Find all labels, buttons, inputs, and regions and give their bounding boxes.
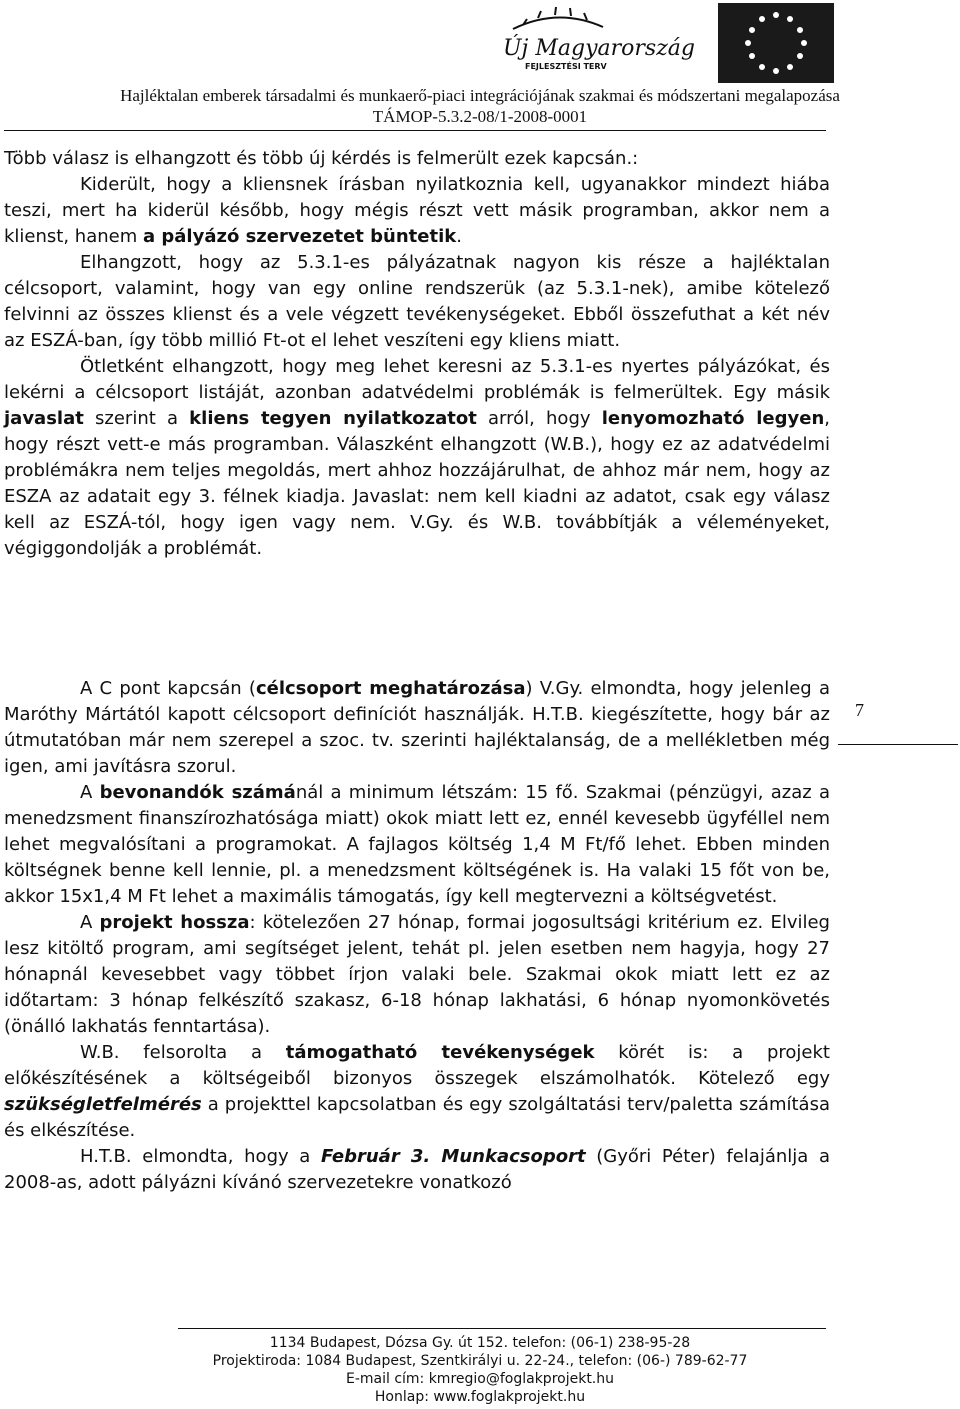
paragraph-suggestion	[4, 354, 830, 562]
bold-text: bevonandók számá	[99, 782, 296, 803]
text: szerint a	[83, 408, 190, 429]
text: A	[80, 912, 100, 933]
text: .	[456, 226, 462, 247]
text: A	[80, 782, 100, 803]
bold-text: célcsoport meghatározása	[255, 678, 526, 699]
text: : kötelezően 27 hónap, formai jogosultsági kritérium ez. Elvileg lesz kitöltő program, ami segítséget jelent, tehát pl. jelen esetben nem hagyja, hogy 27 hónapnál kevesebbet vagy többet írjon valaki bele. Szakmai okok miatt lett ez az időtartam: 3 hónap felkészítő szakasz, 6-18 hónap lakhatási, 6 hónap nyomonkövetés (önálló lakhatás fenntartása).	[4, 912, 830, 1037]
paragraph-supported-activities	[4, 1040, 830, 1144]
text: nál a minimum létszám: 15 fő. Szakmai (pénzügyi, azaz a menedzsment finanszírozhatósága miatt) okok miatt lett ez, ennél kevesebb ügyféllel nem lehet megvalósítani a programokat. A fajlagos költség 1,4 M Ft/fő lehet. Ebben minden költségnek benne kell lennie, pl. a menedzsment költségének is. Ha valaki 15 főt von be, akkor 15x1,4 M Ft lehet a maximális támogatás, így kell megtervezni a költségvetést.	[4, 782, 830, 907]
text: arról, hogy	[476, 408, 602, 429]
page-number: 7	[855, 700, 864, 720]
paragraph-participant-count	[4, 780, 830, 910]
bold-text: kliens tegyen nyilatkozatot	[189, 408, 477, 429]
text: H.T.B. elmondta, hogy a	[80, 1146, 321, 1167]
project-code: TÁMOP-5.3.2-08/1-2008-0001	[372, 107, 588, 126]
eu-flag-icon	[718, 3, 834, 83]
document-header-title: Hajléktalan emberek társadalmi és munkaerő-piaci integrációjának szakmai és módszertani megalapozása	[120, 86, 840, 105]
bold-italic-text: szükségletfelmérés	[4, 1094, 202, 1115]
text: W.B. felsorolta a	[80, 1042, 286, 1063]
text: körét is: a projekt előkészítésének a költségeiből bizonyos összegek elszámolhatók. Kötelező egy	[4, 1042, 830, 1089]
footer-project-office: Projektiroda: 1084 Budapest, Szentkirályi u. 22-24., telefon: (06-) 789-62-77	[212, 1353, 748, 1369]
footer-email: E-mail cím: kmregio@foglakprojekt.hu	[345, 1371, 615, 1387]
paragraph-online-system: Elhangzott, hogy az 5.3.1-es pályázatnak nagyon kis része a hajléktalan célcsoport, valamint, hogy van egy online rendszerük (az 5.3.1-nek), amibe kötelező felvinni az összes klienst és a vele végzett tevékenységeket. Ebből összefuthat a két név az ESZÁ-ban, így több millió Ft-ot el lehet veszíteni egy kliens miatt.	[4, 252, 830, 351]
paragraph-target-group	[4, 676, 830, 780]
text: (Győri Péter) felajánlja a 2008-as, adott pályázni kívánó szervezetekre vonatkozó	[4, 1146, 830, 1193]
text: Kiderült, hogy a kliensnek írásban nyilatkoznia kell, ugyanakkor mindezt hiába teszi, mert ha kiderül később, hogy mégis részt vett másik programban, akkor nem a klienst, hanem	[4, 174, 830, 247]
section-responses	[4, 146, 830, 562]
paragraph-project-length	[4, 910, 830, 1040]
bold-text: projekt hossza	[99, 912, 250, 933]
uj-magyarorszag-logo	[493, 3, 695, 81]
section-target-group	[4, 676, 830, 1196]
bold-text: támogatható tevékenységek	[285, 1042, 595, 1063]
svg-text:Új Magyarország: Új Magyarország	[503, 36, 695, 61]
bold-text: javaslat	[4, 408, 84, 429]
text: a projekttel kapcsolatban és egy szolgáltatási terv/paletta számítása és elkészítése.	[4, 1094, 830, 1141]
bold-italic-text: Február 3. Munkacsoport	[320, 1146, 586, 1167]
paragraph-client-declaration	[4, 172, 830, 250]
paragraph-intro: Több válasz is elhangzott és több új kérdés is felmerült ezek kapcsán.:	[4, 148, 639, 169]
footer-address: 1134 Budapest, Dózsa Gy. út 152. telefon: (06-1) 238-95-28	[269, 1335, 691, 1351]
footer-website: Honlap: www.foglakprojekt.hu	[374, 1389, 586, 1405]
paragraph-working-group	[4, 1144, 830, 1196]
page-number-divider	[838, 744, 958, 745]
text: Ötletként elhangzott, hogy meg lehet keresni az 5.3.1-es nyertes pályázókat, és lekérni a célcsoport listáját, azonban adatvédelmi problémák is felmerültek. Egy másik	[4, 356, 830, 403]
svg-text:FEJLESZTÉSI TERV: FEJLESZTÉSI TERV	[525, 62, 607, 71]
text: , hogy részt vett-e más programban. Válaszként elhangzott (W.B.), hogy ez az adatvédelmi problémákra nem teljes megoldás, mert ahhoz hozzájárulhat, de ahhoz már nem, hogy az ESZA az adatait egy 3. félnek kiadja. Javaslat: nem kell kiadni az adatot, csak egy válasz kell az ESZÁ-tól, hogy igen vagy nem. V.Gy. és W.B. továbbítják a véleményeket, végiggondolják a problémát.	[4, 408, 830, 559]
text: ) V.Gy. elmondta, hogy jelenleg a Maróthy Mártától kapott célcsoport definíciót használják. H.T.B. kiegészítette, hogy bár az útmutatóban már nem szerepel a szoc. tv. szerinti hajléktalanság, de a mellékletben még igen, ami javításra szorul.	[4, 678, 830, 777]
footer-divider	[178, 1328, 826, 1329]
text: A C pont kapcsán (	[80, 678, 256, 699]
bold-text: a pályázó szervezetet büntetik	[142, 226, 457, 247]
header-divider	[4, 130, 826, 131]
bold-text: lenyomozható legyen	[601, 408, 825, 429]
